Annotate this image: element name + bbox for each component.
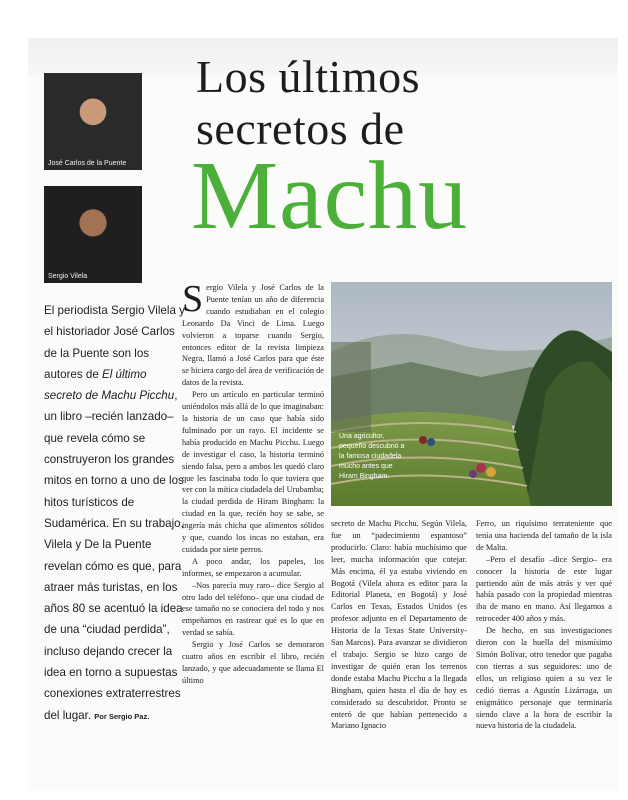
portrait-photo-de-la-puente bbox=[44, 73, 142, 170]
article-paragraph: Ferro, un riquísimo terrateniente que tenía una hacienda del tamaño de la isla de Malta. bbox=[476, 519, 612, 552]
headline-line-1: Los últimos bbox=[196, 51, 421, 102]
article-paragraph: ergio Vilela y José Carlos de la Puente tenían un año de diferencia cuando estudiaban en el colegio Leonardo Da Vinci de Lima. Luego volvieron a toparse cuando Sergio, entonces editor de la revista limpieza Negra, llamó a José Carlos para que éste se hiciera cargo del área de verificación de datos de la revista. bbox=[182, 283, 324, 388]
drop-cap: S bbox=[182, 278, 204, 320]
book-title: El último secreto de Machu Picchu bbox=[44, 367, 175, 403]
machu-picchu-photo bbox=[331, 282, 612, 506]
intro-paragraph bbox=[44, 300, 186, 727]
article-paragraph: Sergio y José Carlos se demoraron cuatro años en escribir el libro, recién lanzado, y que adecuadamente se llama El último bbox=[182, 640, 324, 685]
article-column-3 bbox=[476, 518, 612, 732]
photo-caption: Una agricultor, pequeño descubrió a la famosa ciudadela mucho antes que Hiram Bingham. bbox=[339, 433, 405, 480]
intro-text: , un libro –recién lanzado– que revela cómo se construyeron los grandes mitos en torno a uno de los hitos turísticos de Sudamérica. En su trabajo, Vilela y De la Puente revelan cómo es que, para atraer más turistas, en los años 80 se acentuó la idea de una “ciudad perdida”, incluso dejando crecer la idea en torno a supuestas conexiones extraterrestres del lugar. bbox=[44, 389, 184, 722]
article-paragraph: –Nos parecía muy raro– dice Sergio al otro lado del teléfono– que una ciudad de ese tamaño no se conociera del todo y nos empeñamos en rastrear qué es lo que en verdad se sabía. bbox=[182, 580, 324, 638]
magazine-page bbox=[28, 38, 618, 790]
headline-line-2: secretos de bbox=[196, 103, 405, 154]
headline-line-3: Machu bbox=[191, 142, 469, 250]
article-paragraph: De hecho, en sus investigaciones dieron con la huella del mismísimo Simón Bolívar, otro tenedor que pagaba con tierras a sus seguidores: uno de ellos, un religioso quien a su vez le cedió tierras a Agustín Lizárraga, un enigmático personaje que terminaría siendo clave a la hora de escribir la nueva historia de la ciudadela. bbox=[476, 626, 612, 731]
article-paragraph: Pero un artículo en particular terminó uniéndolos más allá de lo que imaginaban: la historia de un caso que había sido fulminado por un rayo. El incidente se había producido en Machu Picchu. Luego de investigar el caso, la historia terminó siendo falsa, pero a ambos les quedó claro que les fascinaba todo lo que tuviera que ver con la mítica ciudadela del Urubamba; la ciudad perdida de Hiram Bingham: la ciudad en la que, recién hoy se sabe, se ingería más chicha que alimentos sólidos y que, cuando los incas no estaban, era cuidada por siete perros. bbox=[182, 390, 324, 554]
article-column-2 bbox=[331, 518, 467, 732]
portrait-caption: Sergio Vilela bbox=[48, 273, 88, 280]
portrait-caption: José Carlos de la Puente bbox=[48, 160, 127, 167]
article-paragraph: A poco andar, los papeles, los informes, se empezaron a acumular. bbox=[182, 556, 324, 578]
portrait-photo-vilela bbox=[44, 186, 142, 283]
intro-text: El periodista Sergio Vilela y el historiador José Carlos de la Puente son los autores de bbox=[44, 304, 185, 381]
article-paragraph: secreto de Machu Picchu. Según Vilela, fue un “padecimiento espantoso” producirlo. Claro: había muchísimo que leer, mucha información que cotejar. Más encima, él ya estaba viviendo en Bogotá (Vilela ahora es editor para la Editorial Planeta, en Bogotá) y José Carlos en Texas, Estados Unidos (es profesor adjunto en el Departamento de Historia de la Texas State University-San Marcos). Para avanzar se dividieron el trabajo. Sergio se hizo cargo de investigar de quién eran los terrenos donde estaba Machu Picchu a la llegada Bingham, quien hasta el día de hoy es considerado su descubridor. Pronto se enteró de que habían pertenecido a Mariano Ignacio bbox=[331, 519, 467, 731]
byline: Por Sergio Paz. bbox=[94, 711, 150, 721]
article-paragraph: –Pero el desafío –dice Sergio– era conocer la historia de este lugar partiendo aún de más atrás y ver qué había pasado con la propiedad mientras iba de mano en mano. Así llegamos a retroceder 400 años y más. bbox=[476, 554, 612, 624]
article-column-1 bbox=[182, 278, 324, 687]
